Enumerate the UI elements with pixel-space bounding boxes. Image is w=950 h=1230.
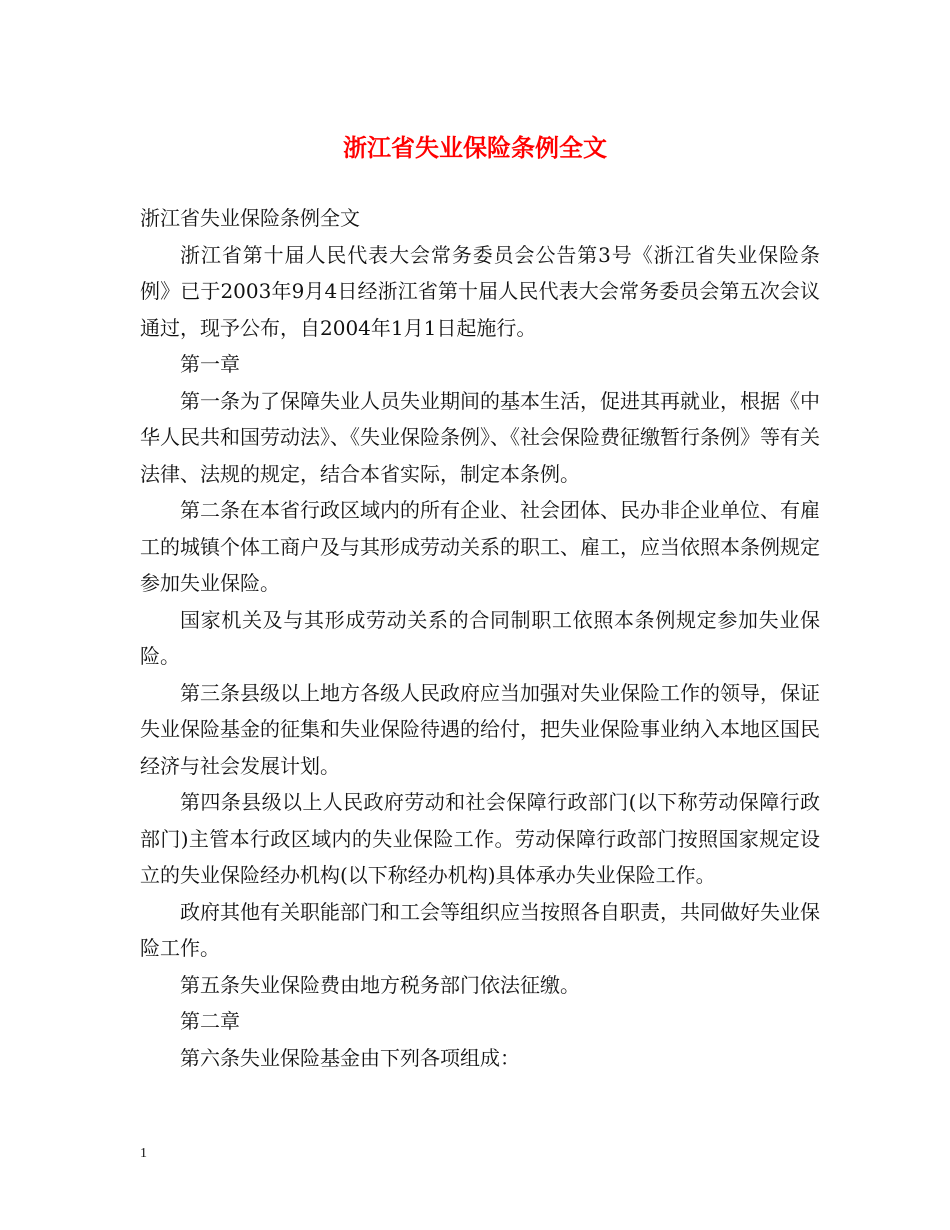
page-number: 1 bbox=[140, 1146, 147, 1161]
paragraph-article-4-cont: 政府其他有关职能部门和工会等组织应当按照各自职责，共同做好失业保险工作。 bbox=[140, 899, 820, 960]
doc-subtitle: 浙江省失业保险条例全文 bbox=[140, 206, 360, 230]
paragraph-article-1: 第一条为了保障失业人员失业期间的基本生活，促进其再就业，根据《中华人民共和国劳动法》、《失业保险条例》、《社会保险费征缴暂行条例》等有关法律、法规的规定，结合本省实际，制定本条例。 bbox=[140, 388, 820, 486]
document-body bbox=[140, 200, 820, 1076]
paragraph-article-5: 第五条失业保险费由地方税务部门依法征缴。 bbox=[180, 972, 580, 997]
document-title: 浙江省失业保险条例全文 bbox=[343, 133, 607, 162]
paragraph-article-2-cont: 国家机关及与其形成劳动关系的合同制职工依照本条例规定参加失业保险。 bbox=[140, 607, 820, 668]
paragraph-article-4: 第四条县级以上人民政府劳动和社会保障行政部门(以下称劳动保障行政部门)主管本行政区域内的失业保险工作。劳动保障行政部门按照国家规定设立的失业保险经办机构(以下称经办机构)具体承办失业保险工作。 bbox=[140, 790, 820, 887]
paragraph-article-3: 第三条县级以上地方各级人民政府应当加强对失业保险工作的领导，保证失业保险基金的征集和失业保险待遇的给付，把失业保险事业纳入本地区国民经济与社会发展计划。 bbox=[140, 680, 820, 778]
paragraph-article-6: 第六条失业保险基金由下列各项组成： bbox=[180, 1045, 520, 1070]
chapter-heading-1: 第一章 bbox=[180, 352, 240, 376]
paragraph-announcement: 浙江省第十届人民代表大会常务委员会公告第3号《浙江省失业保险条例》已于2003年9月4日经浙江省第十届人民代表大会常务委员会第五次会议通过，现予公布，自2004年1月1日起施行。 bbox=[140, 242, 820, 340]
chapter-heading-2: 第二章 bbox=[180, 1009, 240, 1033]
paragraph-article-2: 第二条在本省行政区域内的所有企业、社会团体、民办非企业单位、有雇工的城镇个体工商户及与其形成劳动关系的职工、雇工，应当依照本条例规定参加失业保险。 bbox=[140, 498, 820, 595]
